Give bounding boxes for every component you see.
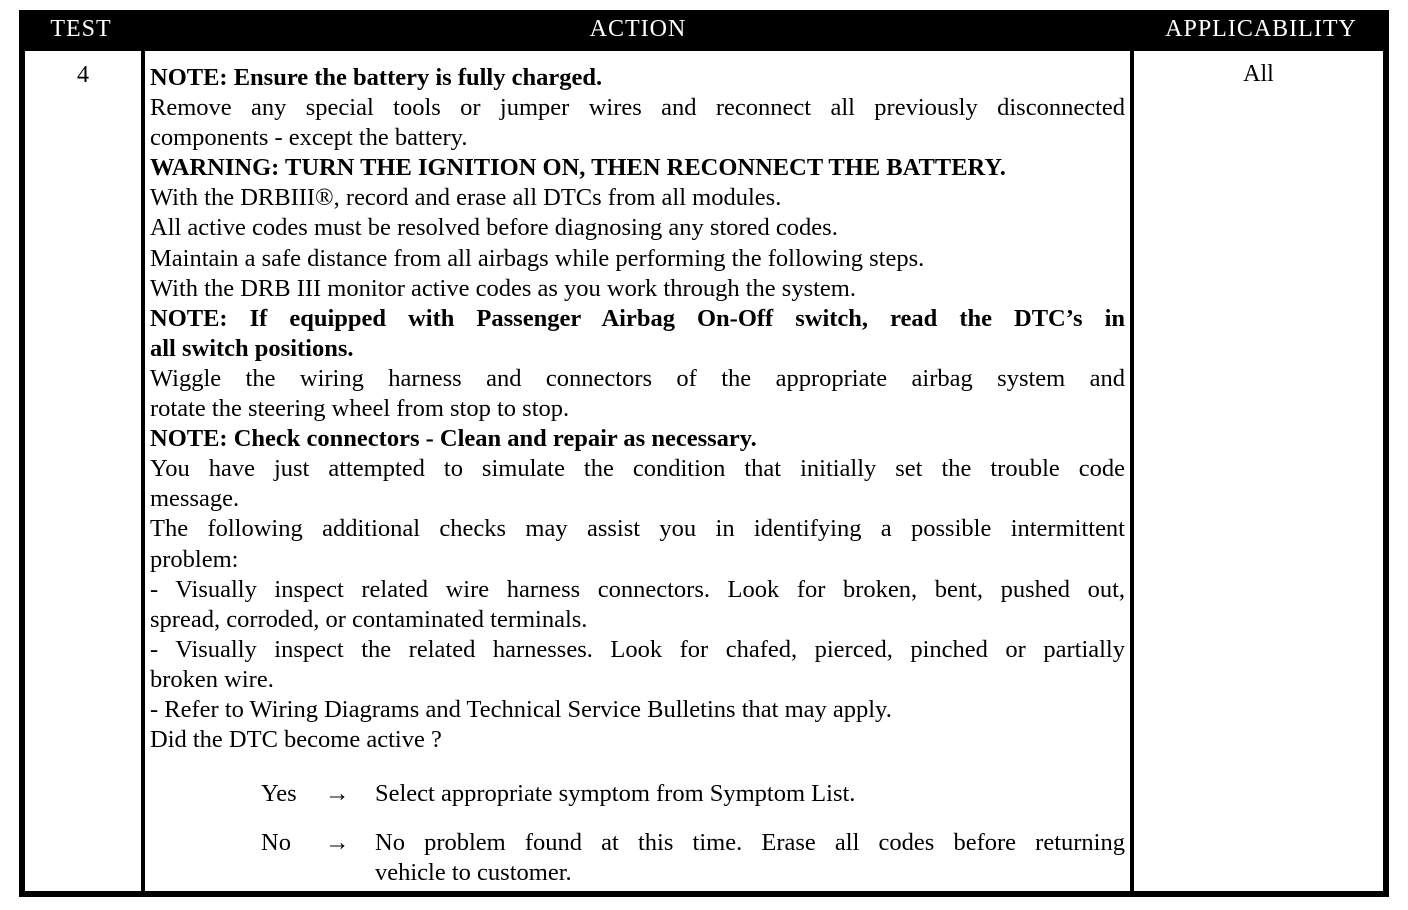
action-cell [145, 51, 1130, 891]
applicability-value: All [1243, 61, 1274, 87]
outcome-label: No [261, 829, 291, 856]
action-line: NOTE: Ensure the battery is fully charged. [150, 64, 603, 91]
action-line: You have just attempted to simulate the condition that initially set the trouble code [150, 455, 1125, 483]
header-applicability: APPLICABILITY [1165, 16, 1357, 42]
action-line: spread, corroded, or contaminated terminals. [150, 605, 588, 633]
action-line: all switch positions. [150, 334, 354, 362]
applicability-cell [1134, 51, 1383, 891]
action-line: With the DRB III monitor active codes as you work through the system. [150, 274, 856, 302]
outcome-text-line: vehicle to customer. [375, 859, 572, 887]
action-line: rotate the steering wheel from stop to stop. [150, 395, 570, 423]
outcome-text [375, 779, 1125, 809]
action-line: NOTE: Check connectors - Clean and repair as necessary. [150, 425, 757, 453]
action-line: All active codes must be resolved before diagnosing any stored codes. [150, 214, 838, 242]
header-action: ACTION [589, 16, 687, 42]
arrow-right-icon: → [325, 780, 350, 807]
header-test: TEST [50, 16, 112, 42]
action-line: problem: [150, 545, 239, 573]
action-line: - Refer to Wiring Diagrams and Technical Service Bulletins that may apply. [150, 695, 892, 723]
test-number: 4 [77, 62, 89, 88]
action-line: Remove any special tools or jumper wires and reconnect all previously disconnected [150, 94, 1125, 122]
action-line: components - except the battery. [150, 124, 468, 152]
action-line: With the DRBIII®, record and erase all DTCs from all modules. [150, 184, 782, 212]
action-line: - Visually inspect the related harnesses. Look for chafed, pierced, pinched or partially [150, 635, 1125, 663]
action-line: NOTE: If equipped with Passenger Airbag On-Off switch, read the DTC’s in [150, 304, 1125, 332]
outcome-text-line: No problem found at this time. Erase all codes before returning [375, 829, 1125, 856]
arrow-right-icon: → [325, 829, 350, 856]
outcome-text-line: Select appropriate symptom from Symptom List. [375, 780, 856, 807]
action-text [150, 63, 1125, 755]
action-line: message. [150, 485, 240, 513]
action-line: WARNING: TURN THE IGNITION ON, THEN RECONNECT THE BATTERY. [150, 154, 1006, 182]
action-line: Maintain a safe distance from all airbags while performing the following steps. [150, 244, 925, 272]
action-line: Wiggle the wiring harness and connectors of the appropriate airbag system and [150, 364, 1125, 392]
outcome-text [375, 828, 1125, 888]
action-line: Did the DTC become active ? [150, 726, 442, 754]
action-line: - Visually inspect related wire harness connectors. Look for broken, bent, pushed out, [150, 575, 1125, 603]
diagnostic-table [19, 10, 1389, 897]
outcome-label: Yes [261, 780, 297, 807]
action-line: broken wire. [150, 665, 274, 693]
action-line: The following additional checks may assist you in identifying a possible intermittent [150, 515, 1125, 543]
test-cell [25, 51, 141, 891]
table-header [19, 10, 1389, 51]
